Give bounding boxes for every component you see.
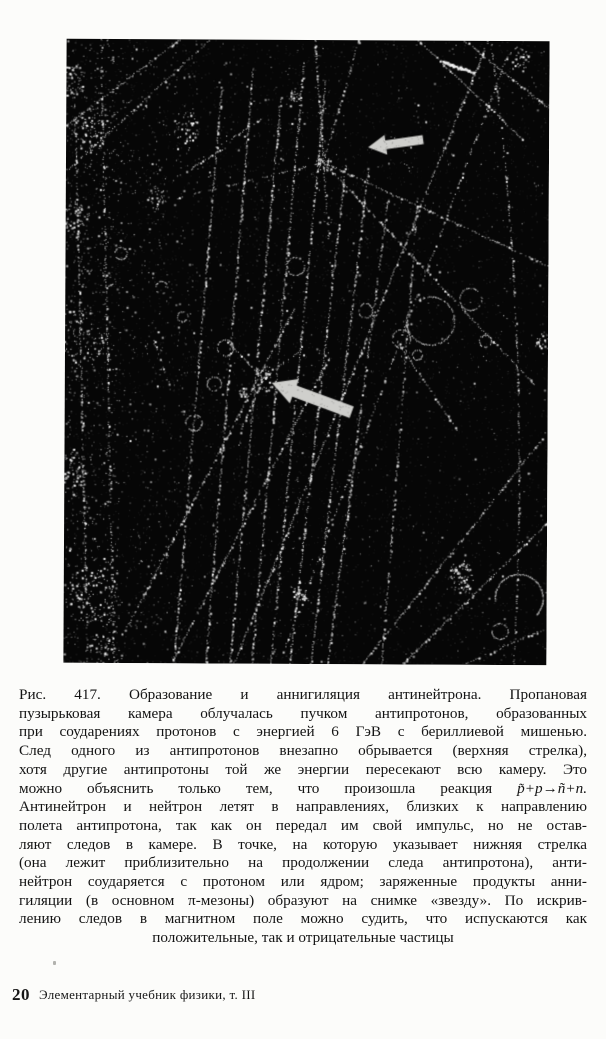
caption-line: пузырьковая камера облучалась пучком антипротонов, образованных (19, 704, 587, 722)
caption-line-with-formula (19, 780, 587, 799)
print-speck (53, 961, 56, 965)
caption-line: Рис. 417. Образование и аннигиляция антинейтрона. Пропановая (19, 686, 587, 703)
caption-line: положительные, так и отрицательные частицы (152, 929, 454, 947)
caption-line: (она лежит приблизительно на продолжении следа антипротона), анти- (19, 854, 587, 872)
reaction-formula: p̃+p→ñ+n. (517, 779, 587, 797)
caption-line: лению следов в магнитном поле можно судить, что испускаются как (19, 910, 587, 928)
figure-417-photo (63, 39, 549, 666)
caption-line: гиляции (в основном π-мезоны) образуют на снимке «звезду». По искрив- (19, 891, 587, 909)
caption-line-text: можно объяснить только тем, что произошла реакция (19, 779, 518, 797)
caption-line: полета антипротона, так как он передал им свой импульс, но не остав- (19, 816, 587, 834)
caption-line: при соударениях протонов с энергией 6 ГэВ с бериллиевой мишенью. (19, 723, 587, 741)
bubble-chamber-photo (63, 39, 549, 666)
page-footer (12, 985, 432, 1005)
caption-line: хотя другие антипротоны той же энергии пересекают всю камеру. Это (19, 760, 587, 778)
figure-caption (19, 686, 587, 948)
book-title: Элементарный учебник физики, т. III (39, 987, 256, 1002)
caption-line: ляют следов в камере. В точке, на которую указывает нижняя стрелка (19, 835, 587, 853)
caption-line: нейтрон соударяется с протоном или ядром; заряженные продукты анни- (19, 873, 587, 891)
caption-line: Антинейтрон и нейтрон летят в направлениях, близких к направлению (19, 798, 587, 816)
caption-line: След одного из антипротонов внезапно обрывается (верхняя стрелка), (19, 742, 587, 760)
page-number: 20 (12, 985, 30, 1004)
